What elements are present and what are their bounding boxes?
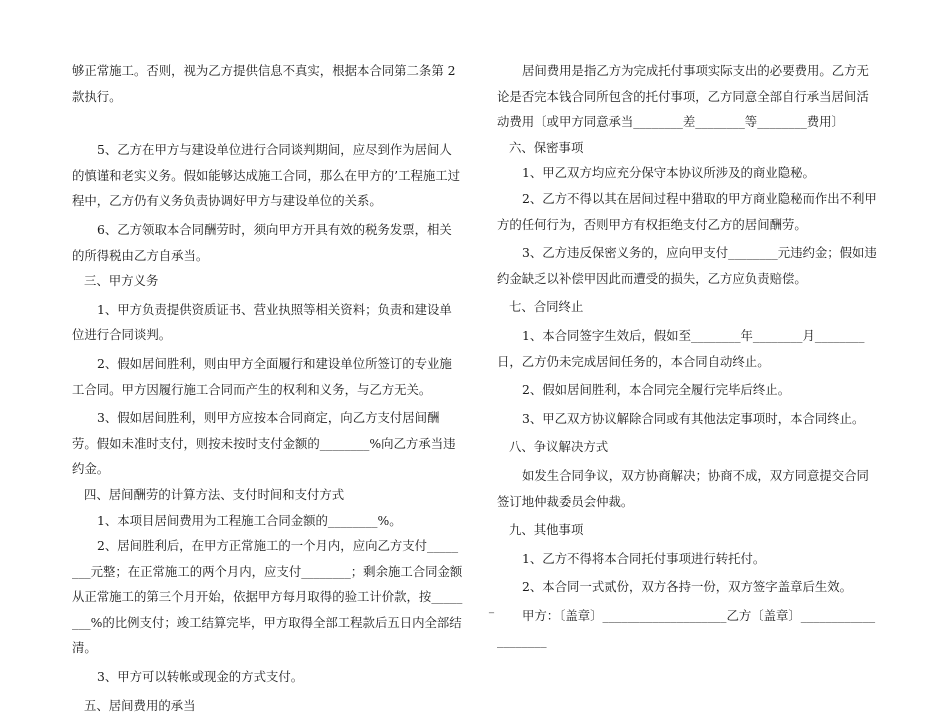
- clause: 2、居间胜利后，在甲方正常施工的一个月内，应向乙方支付________元整；在正常施工的两个月内，应支付________；剩余施工合同金额从正常施工的第三个月开始，依据甲方每月取得的验工计价款，按________%的比例支付；竣工结算完毕，甲方取得全部工程款后五日内全部结清。: [72, 538, 463, 656]
- paragraph: 如发生合同争议，双方协商解决；协商不成，双方同意提交合同签订地仲裁委员会仲裁。: [497, 467, 869, 509]
- section-heading-8: 八、争议解决方式: [509, 439, 609, 455]
- section-heading-4: 四、居间酬劳的计算方法、支付时间和支付方式: [84, 486, 345, 502]
- clause: 3、乙方违反保密义务的，应向甲支付________元违约金；假如违约金缺乏以补偿甲因此而遭受的损失，乙方应负责赔偿。: [497, 245, 877, 286]
- signature-line: 甲方：〔盖章〕____________________乙方〔盖章〕____________________: [497, 607, 876, 649]
- section-heading-3: 三、甲方义务: [84, 273, 159, 289]
- section-heading-9: 九、其他事项: [509, 522, 584, 538]
- left-column: [72, 58, 464, 718]
- clause: 3、甲乙双方协议解除合同或有其他法定事项时，本合同终止。: [522, 410, 865, 426]
- spacer: [72, 109, 464, 134]
- footer-mark: _: [489, 603, 494, 614]
- clause: 2、假如居间胜利，本合同完全履行完毕后终止。: [522, 382, 791, 398]
- clause: 2、假如居间胜利，则由甲方全面履行和建设单位所签订的专业施工合同。甲方因履行施工合同而产生的权利和义务，与乙方无关。: [72, 355, 452, 397]
- section-heading-7: 七、合同终止: [509, 299, 584, 315]
- clause: 1、乙方不得将本合同托付事项进行转托付。: [522, 550, 766, 566]
- clause: 1、本合同签字生效后，假如至________年________月________日，乙方仍未完成居间任务的，本合同自动终止。: [497, 327, 865, 369]
- clause: 3、假如居间胜利，则甲方应按本合同商定，向乙方支付居间酬劳。假如未准时支付，则按未按时支付金额的________%向乙方承当违约金。: [72, 410, 456, 477]
- clause-6: 6、乙方领取本合同酬劳时，须向甲方开具有效的税务发票，相关的所得税由乙方自承当。: [72, 221, 452, 263]
- clause: 1、本项目居间费用为工程施工合同金额的________%。: [97, 512, 402, 528]
- right-column: [497, 58, 879, 654]
- section-heading-6: 六、保密事项: [509, 139, 584, 155]
- clause: 1、甲乙双方均应充分保守本协议所涉及的商业隐秘。: [522, 165, 815, 181]
- section-heading-5: 五、居间费用的承当: [84, 697, 196, 713]
- clause: 1、甲方负责提供资质证书、营业执照等相关资料；负责和建设单位进行合同谈判。: [72, 301, 452, 343]
- clause: 2、本合同一式贰份，双方各持一份，双方签字盖章后生效。: [522, 579, 853, 595]
- paragraph: 居间费用是指乙方为完成托付事项实际支出的必要费用。乙方无论是否完本钱合同所包含的托付事项，乙方同意全部自行承当居间活动费用〔或甲方同意承当________差________等________费用〕: [497, 63, 869, 130]
- clause-5: 5、乙方在甲方与建设单位进行合同谈判期间，应尽到作为居间人的慎谨和老实义务。假如能够达成施工合同，那么在甲方的’工程施工过程中，乙方仍有义务负责协调好甲方与建设单位的关系。: [72, 142, 461, 209]
- clause: 2、乙方不得以其在居间过程中猎取的甲方商业隐秘而作出不利甲方的任何行为，否则甲方有权拒绝支付乙方的居间酬劳。: [497, 190, 877, 232]
- clause: 3、甲方可以转帐或现金的方式支付。: [97, 669, 304, 685]
- paragraph: 够正常施工。否则，视为乙方提供信息不真实，根据本合同第二条第 2 款执行。: [72, 63, 460, 104]
